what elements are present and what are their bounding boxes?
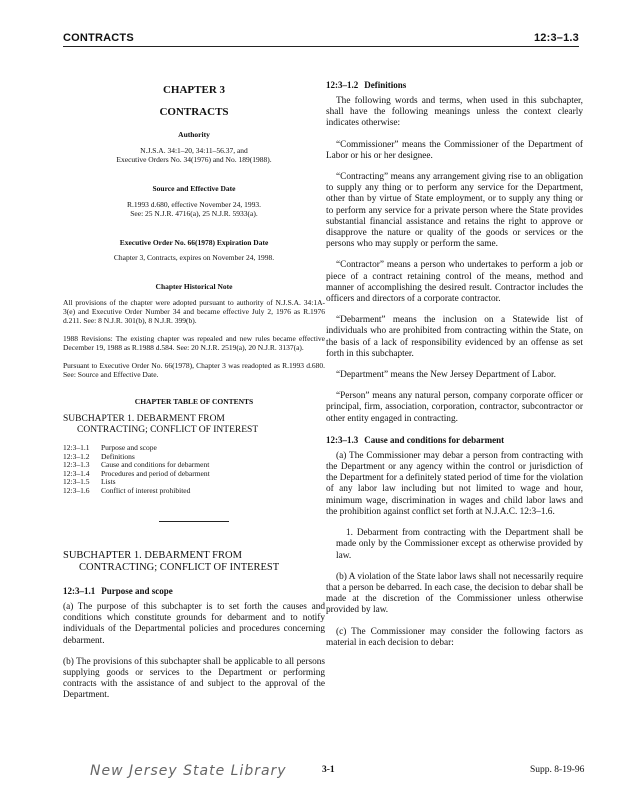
header-right: 12:3–1.3 [533,32,579,44]
page-number: 3-1 [322,765,335,775]
right-column [326,60,583,659]
toc-subchapter-line: SUBCHAPTER 1. DEBARMENT FROM [63,414,225,424]
body-paragraph: 1. Debarment from contracting with the Department shall be made only by the Commissioner except as otherwise provided by law. [336,528,583,561]
header-left: CONTRACTS [63,32,134,44]
section-heading [326,435,583,445]
subchapter-line: CONTRACTING; CONFLICT OF INTEREST [79,562,280,573]
definition-paragraph: “Contractor” means a person who undertakes to perform a job or piece of a contract retaining control of the means, method and manner of accomplishing the desired result. Contractor includes the officers and directors of a corporate contractor. [326,260,583,305]
left-column [63,60,325,712]
toc-item-title: Definitions [101,451,135,461]
running-header [63,30,579,47]
toc-item-number: 12:3–1.4 [63,468,90,478]
definition-paragraph: “Debarment” means the inclusion on a Statewide list of individuals who are prohibited from contracting within the State, on the basis of a lack of responsibility evidenced by an offense as set forth in this subchapter. [326,315,583,359]
historical-para: Pursuant to Executive Order No. 66(1978), Chapter 3 was readopted as R.1993 d.680. See: Source and Effective Date. [63,361,325,379]
subchapter-line: SUBCHAPTER 1. DEBARMENT FROM [63,550,242,561]
toc-item-title: Lists [101,477,116,486]
body-paragraph: (b) The provisions of this subchapter shall be applicable to all persons supplying goods or services to the Department or performing contracts with the assistance of and subject to the approval of the Department. [63,656,325,701]
toc-item-title: Procedures and period of debarment [101,468,210,478]
authority-text [63,146,325,164]
section-number: 12:3–1.2 [326,80,359,90]
definition-paragraph: “Contracting” means any arrangement giving rise to an obligation to supply any thing or to perform any service for the Department, other than by virtue of State employment, or to supply any thing or to perform any service for a private person where the State provides substantial financial assistance and retains the right to approve or disapprove the nature or quality of the goods or services or the persons who may supply or perform the same. [326,172,583,250]
section-title: Definitions [364,80,407,90]
toc-subchapter-title [63,414,325,436]
toc-item-number: 12:3–1.6 [63,485,90,495]
source-line: R.1993 d.680, effective November 24, 1993. [126,200,261,209]
definition-paragraph: “Commissioner” means the Commissioner of the Department of Labor or his or her designee. [326,139,583,161]
supplement-date: Supp. 8-19-96 [530,765,585,775]
toc-item[interactable] [63,487,325,496]
authority-heading: Authority [178,130,210,139]
section-number: 12:3–1.3 [326,434,359,445]
expiration-heading: Executive Order No. 66(1978) Expiration Date [119,238,269,247]
toc-item-number: 12:3–1.2 [63,451,90,461]
section-heading [326,80,583,90]
historical-para: All provisions of the chapter were adopted pursuant to authority of N.J.S.A. 34:1A-3(e) and Executive Order Number 34 and became effective July 2, 1976 as R.1976 d.211. See: 8 N.J.R. 301(b), 8 N.J.R. 399(b). [63,298,325,325]
toc-heading: CHAPTER TABLE OF CONTENTS [134,397,254,406]
chapter-number: CHAPTER 3 [162,84,226,96]
toc-item-number: 12:3–1.1 [63,443,90,452]
expiration-text: Chapter 3, Contracts, expires on November 24, 1998. [113,253,275,262]
body-paragraph: (a) The purpose of this subchapter is to set forth the causes and conditions which constitute grounds for debarment and to notify individuals of the Departmental policies and procedures concerning debarment. [63,602,325,646]
definition-paragraph: “Department” means the New Jersey Department of Labor. [336,370,556,381]
section-title: Cause and conditions for debarment [364,434,505,445]
toc-subchapter-line: CONTRACTING; CONFLICT OF INTEREST [77,425,259,435]
body-paragraph: (c) The Commissioner may consider the following factors as material in each decision to debar: [326,626,583,648]
historical-para: 1988 Revisions: The existing chapter was repealed and new rules became effective December 19, 1988 as R.1988 d.584. See: 20 N.J.R. 2519(a), 20 N.J.R. 3137(a). [63,334,325,352]
toc-list [63,444,325,495]
section-heading [63,586,325,596]
section-title: Purpose and scope [101,586,173,596]
source-heading: Source and Effective Date [152,184,236,193]
source-text [63,200,325,218]
authority-line: N.J.S.A. 34:1–20, 34:11–56.37, and [140,146,248,155]
source-line: See: 25 N.J.R. 4716(a), 25 N.J.R. 5933(a). [130,209,258,218]
toc-item-title: Conflict of interest prohibited [101,485,191,495]
body-paragraph: The following words and terms, when used in this subchapter, shall have the following meanings unless the context clearly indicates otherwise: [326,96,583,129]
historical-heading: Chapter Historical Note [155,282,233,291]
toc-item-number: 12:3–1.5 [63,477,90,486]
body-paragraph: (a) The Commissioner may debar a person from contracting with the Department or any agency within the control or jurisdiction of the Department for a definitely stated period of time for the violation of any labor law including but not limited to wage and hour, minimum wage, discrimination in wages and child labor laws and the prohibition against conflict set forth at N.J.A.C. 12:3–1.6. [326,450,583,517]
body-paragraph: (b) A violation of the State labor laws shall not necessarily require that a person be debarred. In each case, the decision to debar shall be made at the discretion of the Commissioner unless otherwise provided by law. [326,571,583,616]
chapter-title: CONTRACTS [159,106,229,118]
subchapter-title [63,550,325,574]
authority-line: Executive Orders No. 34(1976) and No. 189(1988). [116,155,272,164]
section-number: 12:3–1.1 [63,586,96,596]
section-divider [159,521,229,522]
definition-paragraph: “Person” means any natural person, company corporate officer or principal, firm, association, corporation, contractor, subcontractor or other entity engaged in contracting. [326,391,583,424]
toc-item-title: Cause and conditions for debarment [101,460,210,469]
toc-item-number: 12:3–1.3 [63,460,90,469]
toc-item-title: Purpose and scope [101,443,157,452]
library-watermark: New Jersey State Library [90,763,287,779]
